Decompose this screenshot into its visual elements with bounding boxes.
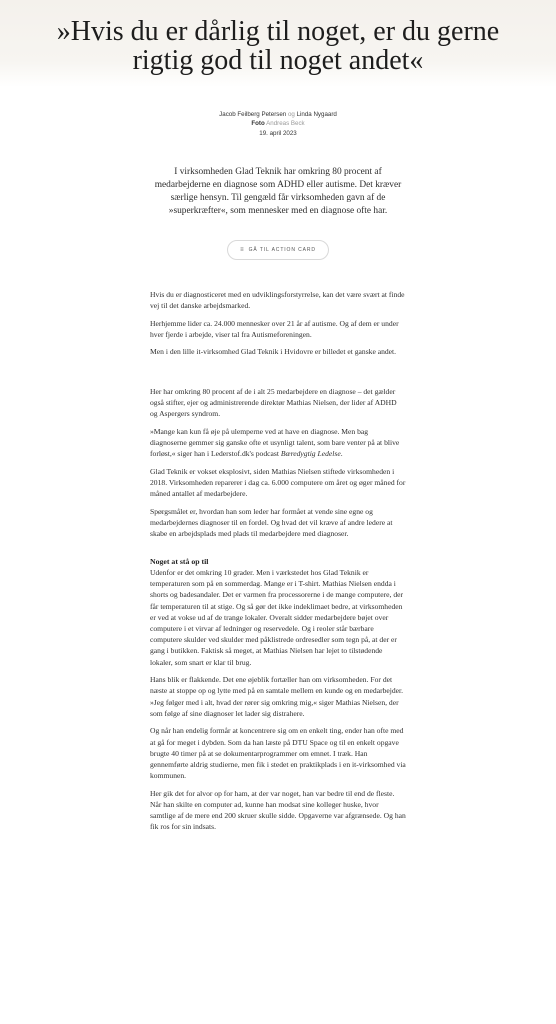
- spacer: [150, 364, 406, 386]
- article-lead: I virksomheden Glad Teknik har omkring 80 procent af medarbejderne en diagnose som ADHD eller autisme. Det kræver særlige hensyn. Til gengæld får virksomheden gavn af de »superkræfter«, som mennesker med en diagnose ofte har.: [154, 166, 402, 216]
- article-header: [0, 0, 556, 87]
- podcast-name: Bæredygtig Ledelse: [280, 449, 341, 459]
- article-body: [150, 289, 406, 833]
- paragraph: Her har omkring 80 procent af de i alt 25 medarbejdere en diagnose – det gælder også stifter, ejer og administrerende direktør Mathias Nielsen, der lider af ADHD og Aspergers syndrom.: [150, 386, 397, 419]
- paragraph: Herhjemme lider ca. 24.000 mennesker over 21 år af autisme. Og af dem er under hver fjerde i arbejde, viser tal fra Autismeforeningen.: [150, 318, 399, 339]
- paragraph: Hvis du er diagnosticeret med en udviklingsforstyrrelse, kan det være svært at finde vej til det danske arbejdsmarked.: [150, 289, 405, 310]
- publish-date: 19. april 2023: [259, 130, 297, 138]
- article-title: »Hvis du er dårlig til noget, er du gerne rigtig god til noget andet«: [56, 16, 500, 76]
- photo-label: Foto: [251, 119, 265, 127]
- action-card-button[interactable]: [227, 240, 329, 260]
- paragraph: Glad Teknik er vokset eksplosivt, siden Mathias Nielsen stiftede virksomheden i 2018. Virksomheden reparerer i dag ca. 6.000 computere om året og øger måned for måned antallet af medarbejdere.: [150, 466, 406, 499]
- action-card-container: [0, 236, 556, 260]
- action-card-label: GÅ TIL ACTION CARD: [248, 246, 316, 253]
- paragraph-with-podcast: »Mange kan kun få øje på ulemperne ved at have en diagnose. Men bag diagnoserne gemmer sig ganske ofte et usynligt talent, som bare venter på at blive forløst,« siger han i Lederstof.dk's podcast Bæredygtig Ledelse.: [150, 426, 400, 459]
- paragraph: Men i den lille it-virksomhed Glad Teknik i Hvidovre er billedet et ganske andet.: [150, 347, 397, 357]
- paragraph: Hans blik er flakkende. Det ene øjeblik fortæller han om virksomheden. For det næste at stoppe op og lytte med på en samtale mellem en kunde og en medarbejder. »Jeg følger med i alt, hvad der rører sig omkring mig,« siger Mathias Nielsen, der som følge af sine diagnoser let lader sig distrahere.: [150, 675, 404, 718]
- list-icon: ≡: [240, 246, 244, 253]
- author-name[interactable]: Jacob Feilberg Petersen: [219, 111, 287, 118]
- paragraph: Spørgsmålet er, hvordan han som leder har formået at vende sine egne og medarbejdernes diagnoser til en fordel. Og hvad det vil kræve af andre ledere at skabe en arbejdsplads med plads til medarbejdere med diagnoser.: [150, 506, 393, 539]
- section-heading: Noget at stå op til: [150, 556, 209, 566]
- author-name[interactable]: Linda Nygaard: [296, 111, 337, 118]
- byline-conjunction: og: [287, 111, 295, 118]
- photographer-name: Andreas Beck: [266, 119, 305, 127]
- spacer: [150, 546, 406, 556]
- paragraph: Og når han endelig formår at koncentrere sig om en enkelt ting, ender han ofte med at gå for meget i dybden. Som da han læste på DTU Space og til en enkelt opgave brugte 40 timer på at se dokumentarprogrammer om emnet. I træk. Han gennemførte aldrig studierne, men fik i stedet en praktikplads i en it-virksomhed via kommunen.: [150, 726, 406, 781]
- paragraph: Her gik det for alvor op for ham, at der var noget, han var bedre til end de fleste. Når han skilte en computer ad, kunne han modsat sine kolleger huske, hvor samtlige af de mere end 200 skruer skulle sidde. Opgaverne var afgrænsede. Og han fik ros for sin indsats.: [150, 788, 406, 832]
- paragraph-text: »Mange kan kun få øje på ulemperne ved at have en diagnose. Men bag diagnoserne gemmer sig ganske ofte et usynligt talent, som bare venter på at blive forløst,« siger han i Lederstof.dk's podcast: [150, 426, 400, 459]
- paragraph: Udenfor er det omkring 10 grader. Men i værkstedet hos Glad Teknik er temperaturen som på en sommerdag. Mange er i T-shirt. Mathias Nielsen endda i shorts og badesandaler. Det er varmen fra processorerne i de mange computere, der får temperaturen til at stige. Og så gør det ikke indeklimaet bedre, at virksomheden er ved at vokse ud af de trange lokaler. Overalt sidder medarbejdere bøjet over computere i et virvar af ledninger og reservedele. Og i reoler står bærbare computere skulder ved skulder med påklistrede ordresedler som tegn på, at der er gang i butikken. Faktisk så meget, at Mathias Nielsen har lejet to tilstødende lokaler, som snart er klar til brug.: [150, 567, 404, 667]
- byline: [0, 111, 556, 139]
